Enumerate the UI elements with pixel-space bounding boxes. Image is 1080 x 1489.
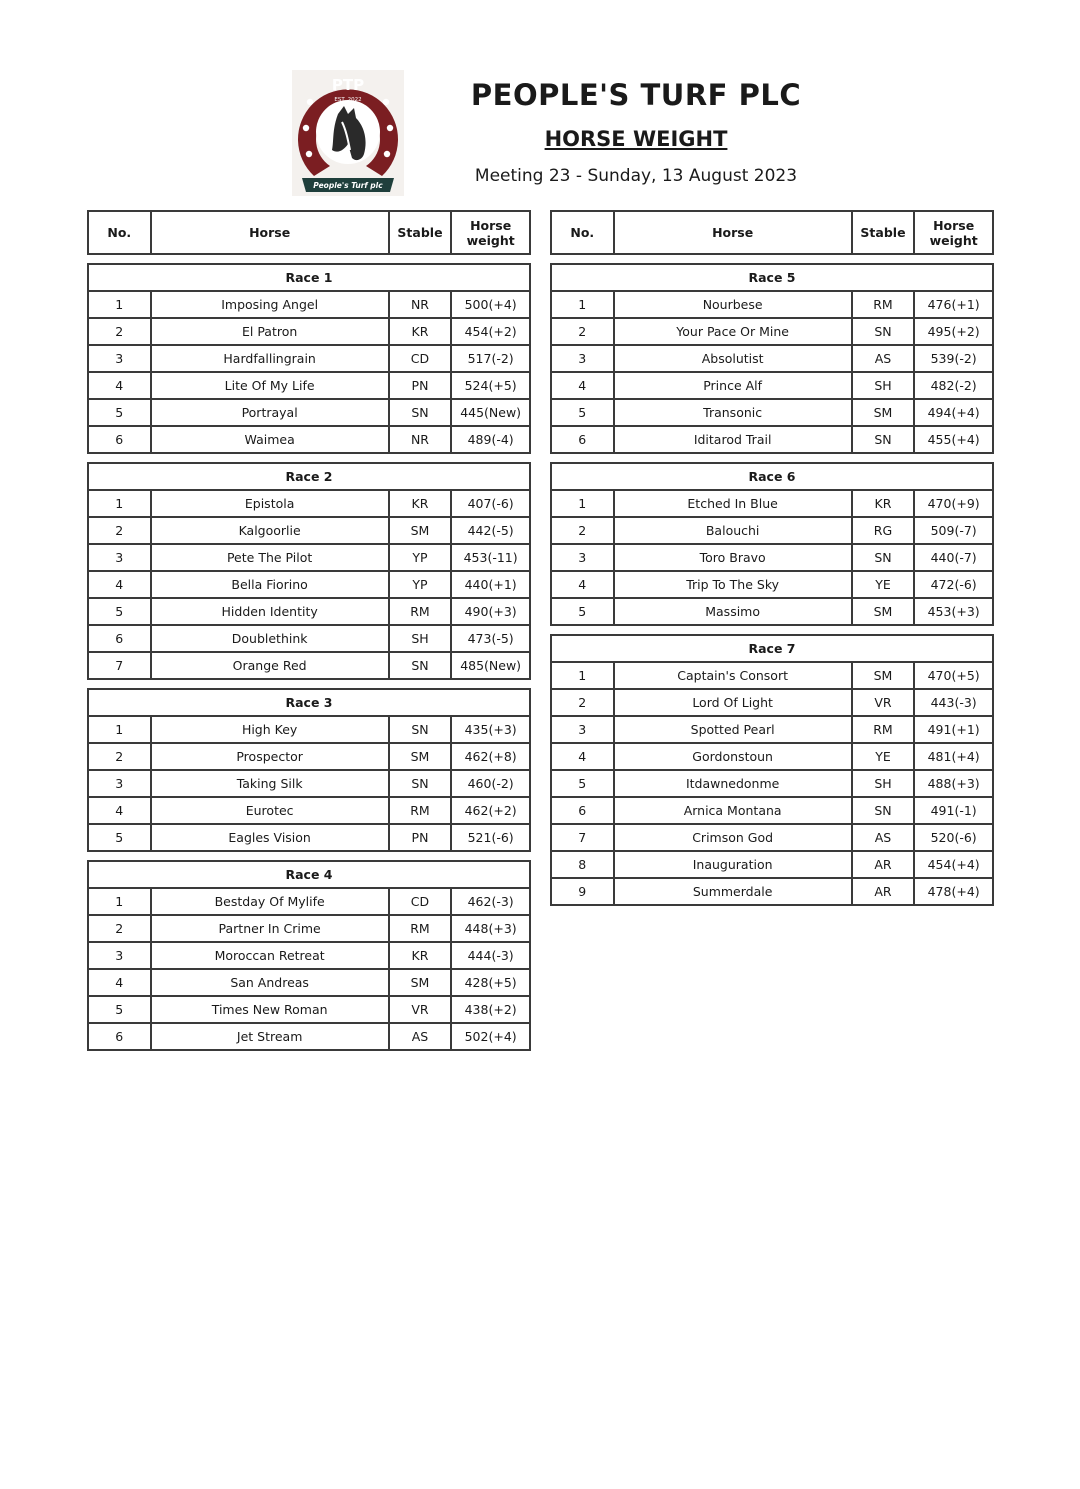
runner-number: 6 — [88, 625, 151, 652]
race-table — [550, 634, 994, 906]
horse-name: Absolutist — [614, 345, 852, 372]
stable-code: RM — [852, 716, 915, 743]
horse-name: Your Pace Or Mine — [614, 318, 852, 345]
horse-name: High Key — [151, 716, 389, 743]
header-weight-line1: Horse — [933, 217, 975, 233]
stable-code: CD — [389, 888, 452, 915]
stable-code: AR — [852, 878, 915, 905]
race-title-row — [88, 463, 530, 490]
table-row — [88, 996, 530, 1023]
header-horse: Horse — [614, 211, 852, 254]
stable-code: VR — [852, 689, 915, 716]
horse-name: Gordonstoun — [614, 743, 852, 770]
table-row — [88, 915, 530, 942]
horse-name: Imposing Angel — [151, 291, 389, 318]
stable-code: SN — [389, 770, 452, 797]
runner-number: 4 — [551, 372, 614, 399]
stable-code: NR — [389, 291, 452, 318]
runner-number: 5 — [551, 770, 614, 797]
table-row — [551, 824, 993, 851]
horse-weight: 462(+8) — [451, 743, 530, 770]
horse-name: Waimea — [151, 426, 389, 453]
race-title-row — [551, 463, 993, 490]
stable-code: SM — [852, 662, 915, 689]
runner-number: 3 — [88, 770, 151, 797]
race-title: Race 3 — [88, 689, 530, 716]
table-row — [88, 1023, 530, 1050]
horse-weight: 453(-11) — [451, 544, 530, 571]
right-column — [550, 210, 994, 906]
horse-name: Portrayal — [151, 399, 389, 426]
horse-name: Balouchi — [614, 517, 852, 544]
horse-name: Lite Of My Life — [151, 372, 389, 399]
table-row — [88, 743, 530, 770]
horse-name: Inauguration — [614, 851, 852, 878]
race-table — [87, 860, 531, 1051]
logo-banner: People's Turf plc — [313, 181, 383, 190]
race-title: Race 1 — [88, 264, 530, 291]
table-row — [551, 770, 993, 797]
runner-number: 5 — [88, 598, 151, 625]
stable-code: SM — [852, 598, 915, 625]
stable-code: PN — [389, 372, 452, 399]
runner-number: 5 — [88, 824, 151, 851]
horse-name: Times New Roman — [151, 996, 389, 1023]
horse-name: Transonic — [614, 399, 852, 426]
header-stable: Stable — [389, 211, 452, 254]
horse-weight: 500(+4) — [451, 291, 530, 318]
horse-name: Kalgoorlie — [151, 517, 389, 544]
header-weight-line1: Horse — [470, 217, 512, 233]
runner-number: 7 — [551, 824, 614, 851]
stable-code: PN — [389, 824, 452, 851]
stable-code: SN — [389, 716, 452, 743]
runner-number: 1 — [88, 490, 151, 517]
stable-code: SN — [852, 318, 915, 345]
horse-weight: 517(-2) — [451, 345, 530, 372]
runner-number: 3 — [551, 716, 614, 743]
race-title-row — [88, 689, 530, 716]
horse-weight: 485(New) — [451, 652, 530, 679]
runner-number: 1 — [551, 291, 614, 318]
horse-weight: 521(-6) — [451, 824, 530, 851]
horse-weight: 524(+5) — [451, 372, 530, 399]
horse-weight: 509(-7) — [914, 517, 993, 544]
stable-code: KR — [852, 490, 915, 517]
horse-name: Iditarod Trail — [614, 426, 852, 453]
table-row — [88, 345, 530, 372]
ptp-logo — [292, 70, 404, 196]
horse-weight: 490(+3) — [451, 598, 530, 625]
horse-weight: 454(+4) — [914, 851, 993, 878]
horse-weight: 443(-3) — [914, 689, 993, 716]
table-row — [88, 571, 530, 598]
horse-name: Hardfallingrain — [151, 345, 389, 372]
runner-number: 3 — [88, 942, 151, 969]
table-row — [551, 878, 993, 905]
runner-number: 6 — [551, 797, 614, 824]
runner-number: 5 — [88, 996, 151, 1023]
table-row — [88, 544, 530, 571]
horse-name: Moroccan Retreat — [151, 942, 389, 969]
runner-number: 1 — [551, 490, 614, 517]
stable-code: YP — [389, 544, 452, 571]
stable-code: SH — [389, 625, 452, 652]
horse-name: Toro Bravo — [614, 544, 852, 571]
race-table — [87, 263, 531, 454]
horse-weight: 495(+2) — [914, 318, 993, 345]
horse-weight: 440(-7) — [914, 544, 993, 571]
stable-code: RM — [852, 291, 915, 318]
horse-weight: 478(+4) — [914, 878, 993, 905]
table-row — [551, 399, 993, 426]
table-row — [551, 743, 993, 770]
table-row — [551, 345, 993, 372]
table-row — [88, 426, 530, 453]
horse-weight: 488(+3) — [914, 770, 993, 797]
horse-weight: 438(+2) — [451, 996, 530, 1023]
horse-weight: 444(-3) — [451, 942, 530, 969]
stable-code: SM — [389, 743, 452, 770]
runner-number: 2 — [88, 915, 151, 942]
header-weight — [914, 211, 993, 254]
race-table — [87, 462, 531, 680]
race-title: Race 7 — [551, 635, 993, 662]
horse-weight: 462(-3) — [451, 888, 530, 915]
runner-number: 2 — [88, 318, 151, 345]
horse-name: Eagles Vision — [151, 824, 389, 851]
document-subtitle: HORSE WEIGHT — [544, 127, 728, 151]
race-title: Race 6 — [551, 463, 993, 490]
stable-code: YP — [389, 571, 452, 598]
horse-weight: 470(+5) — [914, 662, 993, 689]
column-header-row — [551, 211, 993, 254]
table-row — [551, 571, 993, 598]
logo-initials: PTP — [331, 76, 365, 94]
runner-number: 4 — [88, 372, 151, 399]
stable-code: SH — [852, 372, 915, 399]
table-row — [88, 797, 530, 824]
horse-name: Trip To The Sky — [614, 571, 852, 598]
stable-code: SM — [389, 517, 452, 544]
table-row — [88, 372, 530, 399]
left-column — [87, 210, 531, 1051]
column-header-row — [88, 211, 530, 254]
race-table — [87, 688, 531, 852]
runner-number: 8 — [551, 851, 614, 878]
stable-code: VR — [389, 996, 452, 1023]
header-no: No. — [551, 211, 614, 254]
column-header-table — [550, 210, 994, 255]
runner-number: 4 — [88, 969, 151, 996]
stable-code: SM — [389, 969, 452, 996]
table-row — [551, 517, 993, 544]
table-row — [551, 797, 993, 824]
runner-number: 4 — [551, 743, 614, 770]
runner-number: 2 — [551, 517, 614, 544]
table-row — [551, 689, 993, 716]
stable-code: KR — [389, 318, 452, 345]
header-weight — [451, 211, 530, 254]
horse-weight: 520(-6) — [914, 824, 993, 851]
horse-name: Partner In Crime — [151, 915, 389, 942]
horse-name: Taking Silk — [151, 770, 389, 797]
horse-weight: 472(-6) — [914, 571, 993, 598]
horse-name: Nourbese — [614, 291, 852, 318]
runner-number: 4 — [88, 571, 151, 598]
horse-name: Prince Alf — [614, 372, 852, 399]
horse-name: Etched In Blue — [614, 490, 852, 517]
stable-code: AR — [852, 851, 915, 878]
runner-number: 5 — [551, 399, 614, 426]
runner-number: 2 — [551, 318, 614, 345]
horse-weight: 494(+4) — [914, 399, 993, 426]
stable-code: SN — [852, 544, 915, 571]
table-row — [551, 426, 993, 453]
horse-weight: 407(-6) — [451, 490, 530, 517]
stable-code: SN — [389, 652, 452, 679]
table-row — [88, 824, 530, 851]
horse-weight: 482(-2) — [914, 372, 993, 399]
race-title-row — [551, 635, 993, 662]
horse-weight: 428(+5) — [451, 969, 530, 996]
header-horse: Horse — [151, 211, 389, 254]
stable-code: SM — [852, 399, 915, 426]
table-row — [88, 942, 530, 969]
table-row — [551, 490, 993, 517]
horse-weight: 489(-4) — [451, 426, 530, 453]
table-row — [88, 399, 530, 426]
runner-number: 1 — [88, 291, 151, 318]
runner-number: 3 — [88, 544, 151, 571]
horse-name: Jet Stream — [151, 1023, 389, 1050]
horse-weight: 453(+3) — [914, 598, 993, 625]
horse-name: Bella Fiorino — [151, 571, 389, 598]
horse-weight: 502(+4) — [451, 1023, 530, 1050]
horse-name: Bestday Of Mylife — [151, 888, 389, 915]
horse-weight: 445(New) — [451, 399, 530, 426]
runner-number: 1 — [88, 716, 151, 743]
horse-weight: 470(+9) — [914, 490, 993, 517]
table-row — [551, 598, 993, 625]
horse-weight: 435(+3) — [451, 716, 530, 743]
horse-name: Orange Red — [151, 652, 389, 679]
stable-code: CD — [389, 345, 452, 372]
meeting-info: Meeting 23 - Sunday, 13 August 2023 — [474, 166, 798, 186]
table-row — [88, 652, 530, 679]
horse-name: Prospector — [151, 743, 389, 770]
stable-code: SH — [852, 770, 915, 797]
runner-number: 3 — [551, 544, 614, 571]
runner-number: 3 — [551, 345, 614, 372]
race-title-row — [88, 861, 530, 888]
stable-code: SN — [852, 426, 915, 453]
runner-number: 2 — [88, 743, 151, 770]
runner-number: 3 — [88, 345, 151, 372]
horse-name: Epistola — [151, 490, 389, 517]
table-row — [88, 888, 530, 915]
table-row — [88, 517, 530, 544]
runner-number: 6 — [551, 426, 614, 453]
horse-weight: 462(+2) — [451, 797, 530, 824]
horse-weight: 491(-1) — [914, 797, 993, 824]
horse-name: Arnica Montana — [614, 797, 852, 824]
table-row — [88, 969, 530, 996]
horse-weight: 442(-5) — [451, 517, 530, 544]
stable-code: NR — [389, 426, 452, 453]
runner-number: 2 — [88, 517, 151, 544]
horse-weight: 481(+4) — [914, 743, 993, 770]
runner-number: 4 — [88, 797, 151, 824]
race-title-row — [88, 264, 530, 291]
race-title: Race 5 — [551, 264, 993, 291]
horse-name: Pete The Pilot — [151, 544, 389, 571]
stable-code: RM — [389, 797, 452, 824]
stable-code: SN — [389, 399, 452, 426]
runner-number: 9 — [551, 878, 614, 905]
table-row — [551, 716, 993, 743]
stable-code: SN — [852, 797, 915, 824]
table-row — [88, 598, 530, 625]
runner-number: 6 — [88, 426, 151, 453]
stable-code: AS — [852, 824, 915, 851]
stable-code: RG — [852, 517, 915, 544]
table-row — [88, 318, 530, 345]
table-row — [88, 291, 530, 318]
horse-name: Massimo — [614, 598, 852, 625]
stable-code: YE — [852, 743, 915, 770]
horse-weight: 473(-5) — [451, 625, 530, 652]
stable-code: YE — [852, 571, 915, 598]
runner-number: 4 — [551, 571, 614, 598]
runner-number: 6 — [88, 1023, 151, 1050]
runner-number: 1 — [551, 662, 614, 689]
stable-code: KR — [389, 942, 452, 969]
horse-weight: 476(+1) — [914, 291, 993, 318]
horse-weight: 448(+3) — [451, 915, 530, 942]
company-title: PEOPLE'S TURF PLC — [470, 78, 802, 112]
stable-code: RM — [389, 915, 452, 942]
header-no: No. — [88, 211, 151, 254]
race-table — [550, 263, 994, 454]
horse-name: Hidden Identity — [151, 598, 389, 625]
table-row — [551, 372, 993, 399]
table-row — [551, 544, 993, 571]
stable-code: RM — [389, 598, 452, 625]
table-row — [88, 770, 530, 797]
horse-name: San Andreas — [151, 969, 389, 996]
horse-name: Lord Of Light — [614, 689, 852, 716]
runner-number: 5 — [551, 598, 614, 625]
horse-weight: 491(+1) — [914, 716, 993, 743]
header-weight-line2: weight — [929, 232, 978, 248]
horse-name: Spotted Pearl — [614, 716, 852, 743]
table-row — [551, 291, 993, 318]
table-row — [88, 490, 530, 517]
race-table — [550, 462, 994, 626]
stable-code: AS — [389, 1023, 452, 1050]
horse-name: El Patron — [151, 318, 389, 345]
horse-name: Itdawnedonme — [614, 770, 852, 797]
horse-name: Summerdale — [614, 878, 852, 905]
runner-number: 1 — [88, 888, 151, 915]
race-title: Race 2 — [88, 463, 530, 490]
stable-code: AS — [852, 345, 915, 372]
horse-name: Captain's Consort — [614, 662, 852, 689]
horse-name: Crimson God — [614, 824, 852, 851]
horse-weight: 440(+1) — [451, 571, 530, 598]
race-title: Race 4 — [88, 861, 530, 888]
header-weight-line2: weight — [466, 232, 515, 248]
table-row — [88, 716, 530, 743]
runner-number: 5 — [88, 399, 151, 426]
horse-weight: 460(-2) — [451, 770, 530, 797]
horse-name: Doublethink — [151, 625, 389, 652]
horse-weight: 539(-2) — [914, 345, 993, 372]
horse-weight: 455(+4) — [914, 426, 993, 453]
header-stable: Stable — [852, 211, 915, 254]
table-row — [551, 662, 993, 689]
stable-code: KR — [389, 490, 452, 517]
horse-name: Eurotec — [151, 797, 389, 824]
race-title-row — [551, 264, 993, 291]
logo-est: EST. 2022 — [334, 97, 362, 103]
table-row — [551, 851, 993, 878]
horse-weight: 454(+2) — [451, 318, 530, 345]
column-header-table — [87, 210, 531, 255]
runner-number: 7 — [88, 652, 151, 679]
table-row — [551, 318, 993, 345]
runner-number: 2 — [551, 689, 614, 716]
table-row — [88, 625, 530, 652]
